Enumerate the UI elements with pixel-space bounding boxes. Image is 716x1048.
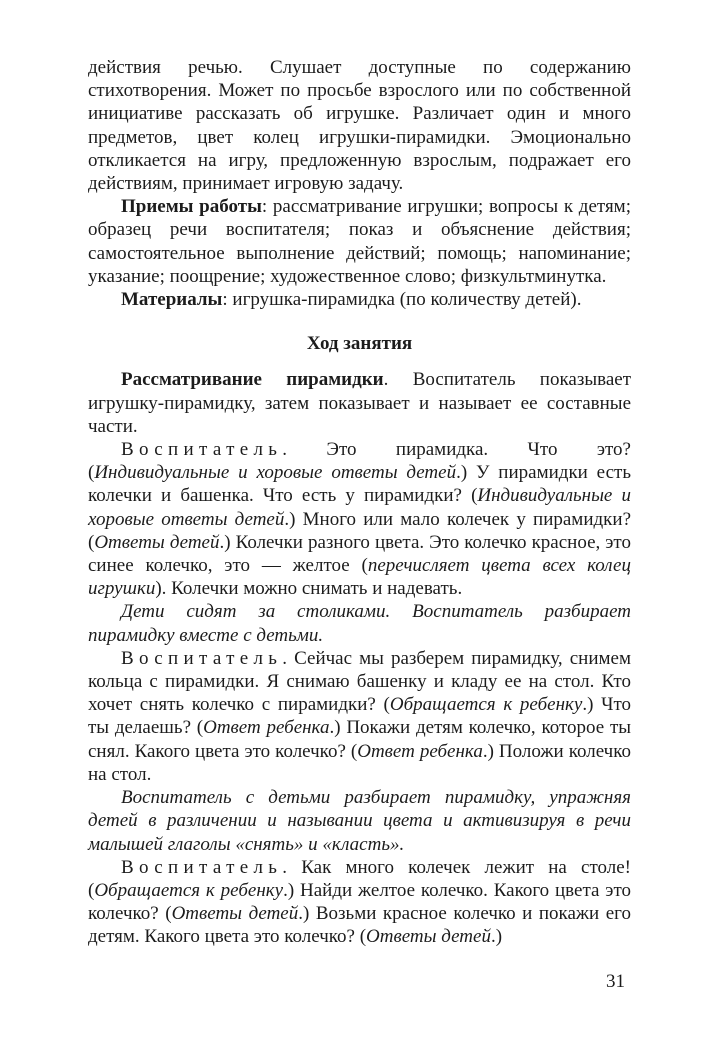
bold-text: Материалы bbox=[121, 289, 223, 311]
text-run: .) Колечки разного цвета. Это колечко красное, это синее колечко, это — желтое ( bbox=[88, 531, 631, 577]
italic-text: Ответы детей bbox=[366, 926, 491, 948]
paragraph bbox=[88, 600, 631, 646]
italic-text: Воспитатель с детьми разбирает пирамидку, упражняя детей в различении и назывании цвета и активизируя в речи малышей глаголы «снять» и «класть». bbox=[88, 787, 631, 855]
italic-text: Обращается к ребенку bbox=[389, 694, 583, 716]
italic-text: Ответ ребенка bbox=[357, 740, 483, 762]
paragraph bbox=[88, 56, 631, 195]
paragraph bbox=[88, 438, 631, 600]
text-run: .) Положи колечко на стол. bbox=[88, 740, 631, 785]
text-run: . Как много колечек лежит на столе! ( bbox=[88, 856, 631, 901]
text-run: .) Найди желтое колечко. Какого цвета это колечко? ( bbox=[88, 879, 631, 925]
text-run: .) Много или мало колечек у пирамидки? ( bbox=[88, 508, 632, 553]
bold-text: Приемы работы bbox=[121, 196, 262, 218]
text-run: .) Покажи детям колечко, которое ты снял. Какого цвета это колечко? ( bbox=[88, 717, 632, 762]
spaced-speaker-name: Воспитатель bbox=[121, 439, 283, 461]
italic-text: Обращается к ребенку bbox=[94, 879, 284, 901]
text-run: .) У пирамидки есть колечки и башенка. Что есть у пирамидки? ( bbox=[88, 462, 631, 507]
italic-text: Дети сидят за столиками. Воспитатель разбирает пирамидку вместе с детьми. bbox=[88, 601, 631, 646]
paragraph bbox=[88, 856, 631, 949]
italic-text: Ответ ребенка bbox=[203, 717, 330, 739]
text-run: ). Колечки можно снимать и надевать. bbox=[155, 578, 463, 600]
text-run: : рассматривание игрушки; вопросы к детям; образец речи воспитателя; показ и объяснение действия; самостоятельное выполнение действий; помощь; напоминание; указание; поощрение; художественное слово; физкультминутка. bbox=[88, 196, 631, 287]
italic-text: Индивидуальные и хоровые ответы детей bbox=[88, 485, 631, 530]
paragraph bbox=[88, 647, 631, 786]
italic-text: Ответы детей bbox=[94, 531, 220, 553]
text-run: . Воспитатель показывает игрушку-пирамидку, затем показывает и называет ее составные части. bbox=[88, 369, 631, 437]
page-number: 31 bbox=[606, 971, 625, 992]
spaced-speaker-name: Воспитатель bbox=[121, 856, 283, 878]
text-run: действия речью. Слушает доступные по содержанию стихотворения. Может по просьбе взрослого или по собственной инициативе рассказать об игрушке. Различает один и много предметов, цвет колец игрушки-пирамидки. Эмоционально откликается на игру, предложенную взрослым, подражает его действиям, принимает игровую задачу. bbox=[88, 57, 631, 195]
text-run: . Сейчас мы разберем пирамидку, снимем кольца с пирамидки. Я снимаю башенку и кладу ее на стол. Кто хочет снять колечко с пирамидки? ( bbox=[88, 647, 631, 716]
paragraph bbox=[88, 786, 631, 856]
text-run: : игрушка-пирамидка (по количеству детей). bbox=[222, 289, 582, 311]
section-heading bbox=[88, 332, 631, 355]
paragraph bbox=[88, 368, 631, 438]
paragraph bbox=[88, 288, 631, 311]
italic-text: Индивидуальные и хоровые ответы детей bbox=[94, 462, 457, 484]
italic-text: Ответы детей bbox=[171, 903, 299, 925]
text-run: .) Возьми красное колечко и покажи его детям. Какого цвета это колечко? ( bbox=[88, 903, 631, 948]
text-column bbox=[88, 56, 631, 949]
bold-text: Ход занятия bbox=[306, 333, 413, 355]
bold-text: Рассматривание пирамидки bbox=[121, 369, 384, 391]
text-run: .) bbox=[490, 926, 503, 948]
italic-text: перечисляет цвета всех колец игрушки bbox=[88, 555, 631, 600]
text-run: . Это пирамидка. Что это? ( bbox=[88, 439, 631, 484]
text-run: .) Что ты делаешь? ( bbox=[88, 694, 631, 739]
paragraph bbox=[88, 195, 631, 288]
spaced-speaker-name: Воспитатель bbox=[121, 647, 283, 669]
